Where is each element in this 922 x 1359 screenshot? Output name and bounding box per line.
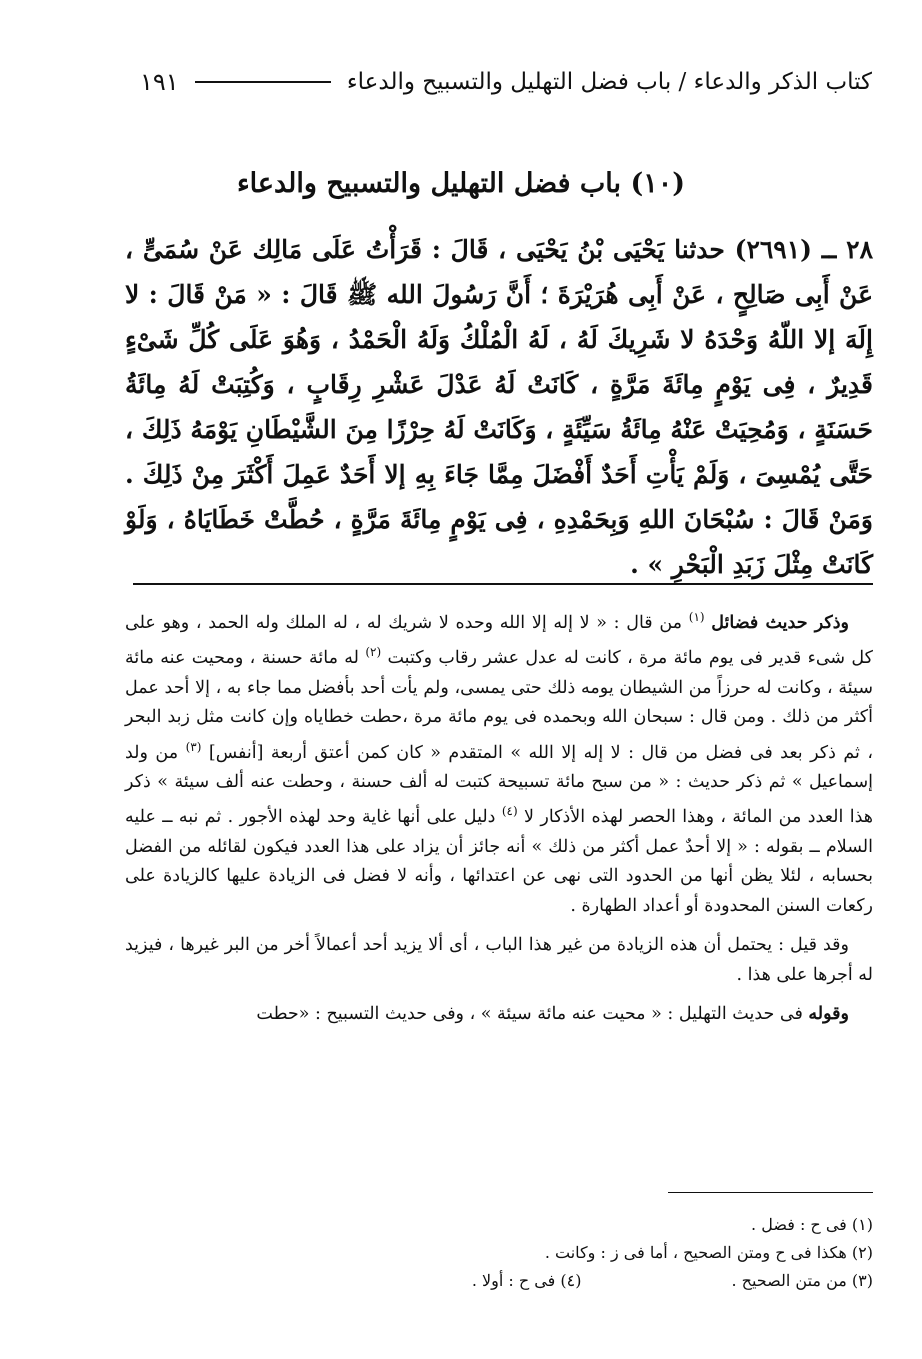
chapter-title: (١٠) باب فضل التهليل والتسبيح والدعاء: [236, 168, 686, 199]
header-rule: [195, 81, 331, 83]
running-title: كتاب الذكر والدعاء / باب فضل التهليل والتسبيح والدعاء: [346, 69, 872, 95]
commentary-text: دليل على أنها غاية وحد لهذه الأجور . ثم نبه ــ عليه السلام ــ بقوله : « إلا أحدٌ عمل أكثر من ذلك » أنه جائز أن يزاد على هذا العدد فيكون لقائله من الفضل بحسابه ، لئلا يظن أنها من الحدود التى نهى عن اعتدائها ، وأنه لا فضل فى الزيادة عليها كالزيادة على ركعات السنن المحدودة أو أعداد الطهارة .: [125, 807, 873, 916]
footnotes: [125, 1211, 873, 1295]
commentary-lead: وقوله: [808, 1004, 849, 1025]
footnote: (٢) هكذا فى ح ومتن الصحيح ، أما فى ز : وكانت .: [544, 1243, 873, 1262]
footnote-row: [125, 1267, 873, 1295]
footnote: (٤) فى ح : أولا .: [471, 1271, 582, 1290]
footnote: (٣) من متن الصحيح .: [731, 1271, 873, 1290]
commentary-text: فى حديث التهليل : « محيت عنه مائة سيئة » ، وفى حديث التسبيح : «حطت: [256, 1004, 803, 1025]
footnote-divider: [668, 1192, 873, 1193]
footnote-ref: (٤): [501, 804, 518, 819]
commentary-text: من ولد إسماعيل » ثم ذكر حديث : « من سبح مائة تسبيحة كتبت له ألف حسنة ، وحطت عنه ألف سيئة » ذكر هذا العدد من المائة ، وهذا الحصر لهذه الأذكار لا: [125, 742, 873, 828]
commentary-text: له مائة حسنة ، ومحيت عنه مائة سيئة ، وكانت له حرزاً من الشيطان يومه ذلك حتى يمسى، ولم يأت أحد بأفضل مما جاء به ، إلا أحد عمل أكثر من ذلك . ومن قال : سبحان الله وبحمده فى يوم مائة مرة ،حطت خطاياه وإن كانت مثل زبد البحر ، ثم ذكر بعد فى فضل من قال : لا إله إلا الله » المتقدم « كان كمن أعتق أربعة [أنفس]: [125, 648, 873, 763]
footnote-ref: (٣): [185, 739, 202, 754]
commentary-paragraph: [125, 603, 873, 921]
section-divider: [133, 583, 873, 585]
footnote-ref: (١): [688, 610, 705, 624]
commentary: [125, 603, 873, 1040]
footnote-ref: (٢): [365, 645, 382, 660]
commentary-paragraph: وقد قيل : يحتمل أن هذه الزيادة من غير هذا الباب ، أى ألا يزيد أحد أعمالاً أخر من البر غيرها ، فيزيد له أجرها على هذا .: [125, 935, 873, 985]
running-header: [140, 62, 872, 102]
commentary-paragraph: [125, 1000, 873, 1030]
commentary-text: من قال : « لا إله إلا الله وحده لا شريك له ، له الملك وله الحمد ، وهو على كل شىء قدير فى يوم مائة مرة ، كانت له عدل عشر رقاب وكتبت: [125, 612, 873, 669]
commentary-lead: وذكر حديث فضائل: [711, 612, 849, 633]
footnote: (١) فى ح : فضل .: [751, 1215, 873, 1234]
hadith-text: ٢٨ ــ (٢٦٩١) حدثنا يَحْيَى بْنُ يَحْيَى ، قَالَ : قَرَأْتُ عَلَى مَالِك عَنْ سُمَىٍّ ، عَنْ أَبِى صَالِحٍ ، عَنْ أَبِى هُرَيْرَةَ ؛ أَنَّ رَسُولَ الله ﷺ قَالَ : « مَنْ قَالَ : لا إِلَهَ إلا اللّهُ وَحْدَهُ لا شَرِيكَ لَهُ ، لَهُ الْمُلْكُ وَلَهُ الْحَمْدُ ، وَهُوَ عَلَى كُلِّ شَىْءٍ قَدِيرٌ ، فِى يَوْمٍ مِائَةَ مَرَّةٍ ، كَانَتْ لَهُ عَدْلَ عَشْرِ رِقَابٍ ، وَكُتِبَتْ لَهُ مِائَةُ حَسَنَةٍ ، وَمُحِيَتْ عَنْهُ مِائَةُ سَيِّئَةٍ ، وَكَانَتْ لَهُ حِرْزًا مِنَ الشَّيْطَانِ يَوْمَهُ ذَلِكَ ، حَتَّى يُمْسِىَ ، وَلَمْ يَأْتِ أَحَدٌ أَفْضَلَ مِمَّا جَاءَ بِهِ إلا أَحَدٌ عَمِلَ أَكْثَرَ مِنْ ذَلِكَ . وَمَنْ قَالَ : سُبْحَانَ اللهِ وَبِحَمْدِهِ ، فِى يَوْمٍ مِائَةَ مَرَّةٍ ، حُطَّتْ خَطَايَاهُ ، وَلَوْ كَانَتْ مِثْلَ زَبَدِ الْبَحْرِ » .: [125, 235, 873, 579]
page-number: ١٩١: [140, 68, 179, 96]
